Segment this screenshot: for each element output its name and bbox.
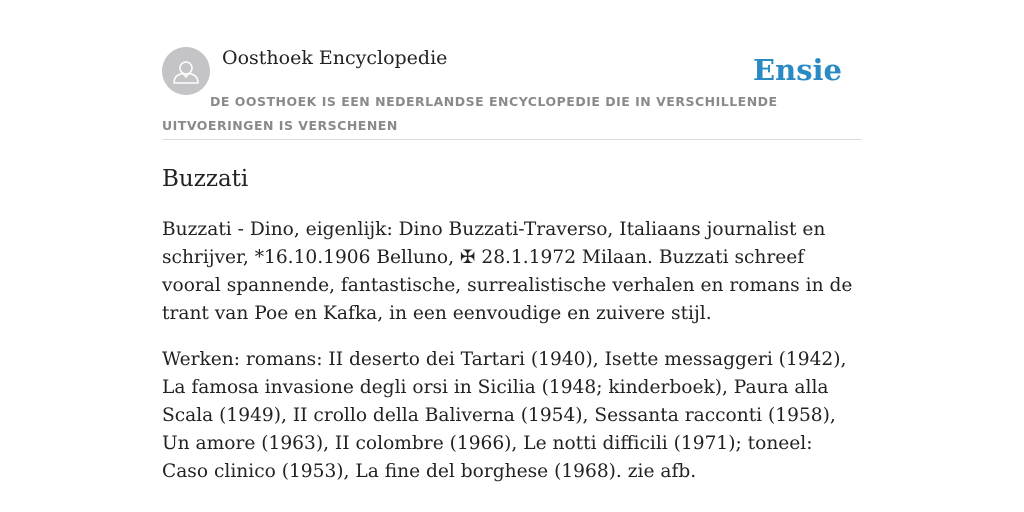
source-header bbox=[162, 46, 862, 140]
article-paragraph: Buzzati - Dino, eigenlijk: Dino Buzzati-Traverso, Italiaans journalist en schrijver, *16.10.1906 Belluno, ✠ 28.1.1972 Milaan. Buzzati schreef vooral spannende, fantastische, surrealistische verhalen en romans in de trant van Poe en Kafka, in een eenvoudige en zuivere stijl. bbox=[162, 219, 853, 324]
source-title[interactable]: Oosthoek Encyclopedie bbox=[222, 47, 448, 69]
article bbox=[162, 162, 862, 504]
divider bbox=[162, 139, 862, 140]
article-paragraph: Werken: romans: II deserto dei Tartari (1940), Isette messaggeri (1942), La famosa invasione degli orsi in Sicilia (1948; kinderboek), Paura alla Scala (1949), II crollo della Baliverna (1954), Sessanta racconti (1958), Un amore (1963), II colombre (1966), Le notti difficili (1971); toneel: Caso clinico (1953), La fine del borghese (1968). zie afb. bbox=[162, 349, 847, 482]
source-description: DE OOSTHOEK IS EEN NEDERLANDSE ENCYCLOPEDIE DIE IN VERSCHILLENDE UITVOERINGEN IS VERSCHENEN bbox=[162, 94, 778, 133]
article-title: Buzzati bbox=[162, 166, 249, 192]
article-body bbox=[162, 216, 862, 486]
user-silhouette-icon bbox=[162, 47, 210, 95]
brand-logo[interactable]: Ensie bbox=[753, 53, 842, 87]
avatar[interactable] bbox=[162, 47, 210, 95]
